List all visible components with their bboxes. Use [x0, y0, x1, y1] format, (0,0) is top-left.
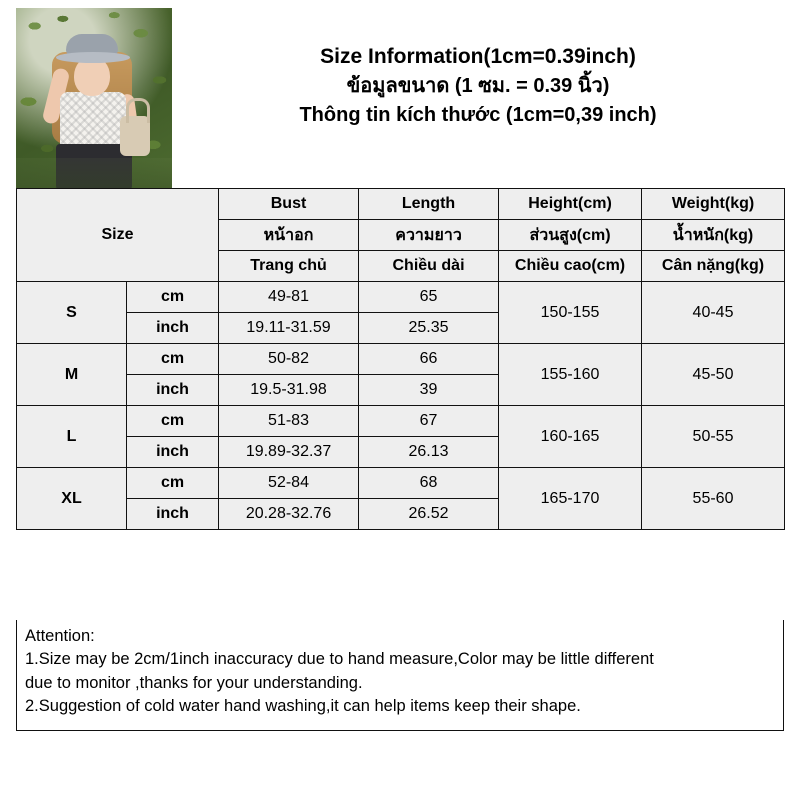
col-bust-en: Bust [219, 189, 359, 220]
xl-bust-inch: 20.28-32.76 [219, 499, 359, 530]
attention-title: Attention: [25, 627, 95, 645]
unit-inch: inch [127, 499, 219, 530]
unit-cm: cm [127, 282, 219, 313]
m-height: 155-160 [499, 344, 642, 406]
l-weight: 50-55 [642, 406, 785, 468]
xl-bust-cm: 52-84 [219, 468, 359, 499]
s-length-inch: 25.35 [359, 313, 499, 344]
s-height: 150-155 [499, 282, 642, 344]
col-weight-vi: Cân nặng(kg) [642, 251, 785, 282]
title-block [172, 8, 784, 130]
xl-height: 165-170 [499, 468, 642, 530]
product-photo [16, 8, 172, 188]
l-height: 160-165 [499, 406, 642, 468]
size-table [16, 188, 785, 530]
unit-cm: cm [127, 344, 219, 375]
m-length-cm: 66 [359, 344, 499, 375]
l-bust-cm: 51-83 [219, 406, 359, 437]
s-bust-inch: 19.11-31.59 [219, 313, 359, 344]
attention-note [16, 620, 784, 731]
l-length-cm: 67 [359, 406, 499, 437]
table-row [17, 468, 785, 499]
model-illustration [16, 8, 172, 188]
m-weight: 45-50 [642, 344, 785, 406]
row-size-l: L [17, 406, 127, 468]
col-weight-th: น้ำหนัก(kg) [642, 220, 785, 251]
attention-line-2: due to monitor ,thanks for your understanding. [25, 673, 363, 692]
table-row [17, 344, 785, 375]
row-size-xl: XL [17, 468, 127, 530]
row-size-m: M [17, 344, 127, 406]
title-line-vi: Thông tin kích thước (1cm=0,39 inch) [299, 104, 657, 127]
col-height-vi: Chiều cao(cm) [499, 251, 642, 282]
col-length-th: ความยาว [359, 220, 499, 251]
table-row [17, 406, 785, 437]
unit-cm: cm [127, 468, 219, 499]
unit-inch: inch [127, 375, 219, 406]
col-bust-th: หน้าอก [219, 220, 359, 251]
row-size-s: S [17, 282, 127, 344]
xl-weight: 55-60 [642, 468, 785, 530]
s-bust-cm: 49-81 [219, 282, 359, 313]
attention-line-1: 1.Size may be 2cm/1inch inaccuracy due to hand measure,Color may be little different [25, 650, 654, 669]
col-weight-en: Weight(kg) [642, 189, 785, 220]
xl-length-inch: 26.52 [359, 499, 499, 530]
unit-inch: inch [127, 437, 219, 468]
s-weight: 40-45 [642, 282, 785, 344]
unit-cm: cm [127, 406, 219, 437]
m-bust-inch: 19.5-31.98 [219, 375, 359, 406]
m-bust-cm: 50-82 [219, 344, 359, 375]
size-header-cell: Size [17, 189, 219, 282]
table-header-row-en [17, 189, 785, 220]
m-length-inch: 39 [359, 375, 499, 406]
attention-line-3: 2.Suggestion of cold water hand washing,it can help items keep their shape. [25, 697, 581, 716]
col-length-vi: Chiều dài [359, 251, 499, 282]
col-height-th: ส่วนสูง(cm) [499, 220, 642, 251]
l-bust-inch: 19.89-32.37 [219, 437, 359, 468]
col-bust-vi: Trang chủ [219, 251, 359, 282]
table-row [17, 282, 785, 313]
unit-inch: inch [127, 313, 219, 344]
header-area [16, 8, 784, 188]
s-length-cm: 65 [359, 282, 499, 313]
col-length-en: Length [359, 189, 499, 220]
title-line-th: ข้อมูลขนาด (1 ซม. = 0.39 นิ้ว) [346, 75, 610, 98]
l-length-inch: 26.13 [359, 437, 499, 468]
col-height-en: Height(cm) [499, 189, 642, 220]
title-line-en: Size Information(1cm=0.39inch) [320, 45, 636, 68]
xl-length-cm: 68 [359, 468, 499, 499]
